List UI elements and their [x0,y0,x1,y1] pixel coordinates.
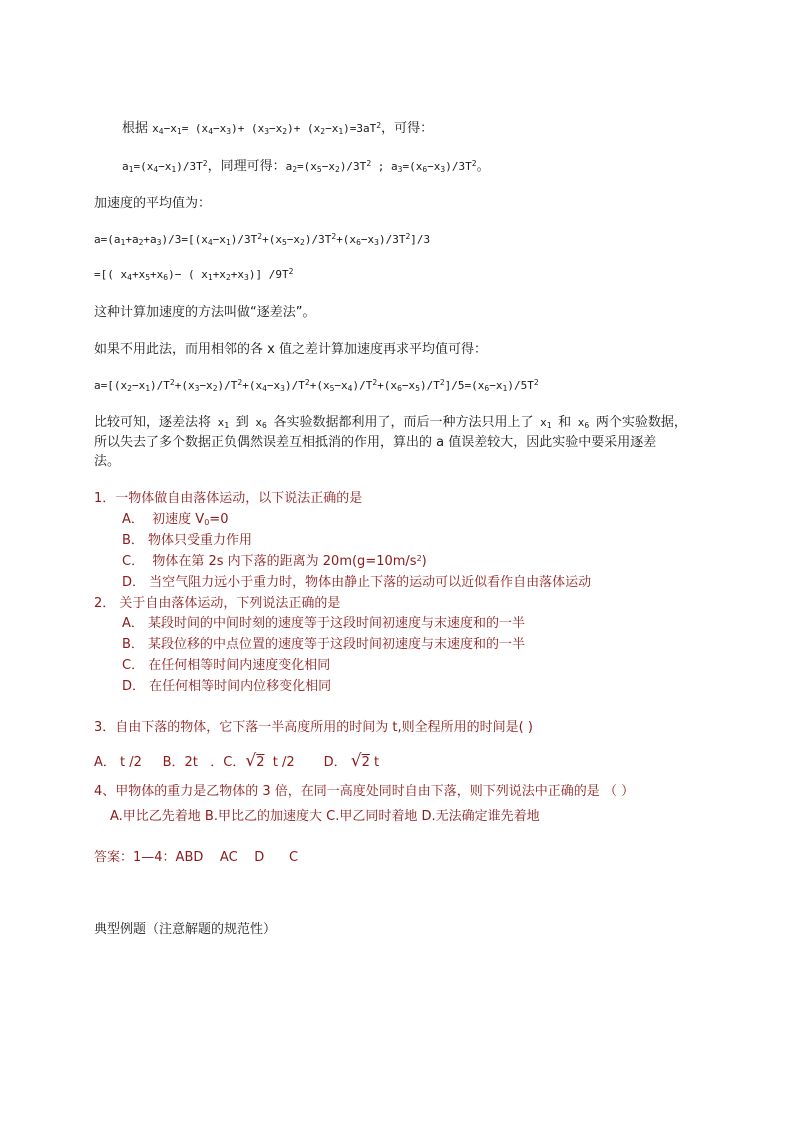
q1-option-b: B． 物体只受重力作用 [122,533,253,548]
q3-options [94,753,379,771]
answer-4: C [289,850,299,865]
q1-stem: 1．一物体做自由落体运动，以下说法正确的是 [94,491,363,506]
compare-text-a: 比较可知，逐差法将 [94,415,212,430]
average-label: 加速度的平均值为： [94,196,212,211]
q1-option-a-tail: =0 [209,512,229,527]
q1-option-c-sup: 2 [416,554,422,563]
q3-option-d-label: D． [323,755,347,770]
q1-option-c-tail: ) [421,554,427,569]
method-name-line: 这种计算加速度的方法叫做“逐差法”。 [94,305,316,320]
alt-method-intro: 如果不用此法，而用相邻的各 x 值之差计算加速度再求平均值可得： [94,342,487,357]
formula-alt-average: $a=[(x_2-x_1)/T^2+(x_3-x_2)/T^2+(x_4-x_3)/T^2+(x_5-x_4)/T^2+(x_6-x_5)/T^2]/5=(x_6-x_1)/5T^2$ [94,378,539,393]
compare-line-1 [94,415,687,431]
q1-option-a [122,512,228,528]
var-x6: $x_6$ [248,416,267,430]
compare-line-3: 法。 [94,454,121,469]
compare-text-e: 两个实验数据， [595,415,687,430]
q2-option-a: A． 某段时间的中间时刻的速度等于这段时间初速度与末速度和的一半 [122,616,526,631]
q3-option-d-tail: t [374,755,380,770]
q1-option-a-label: A． [122,512,144,527]
section-heading: 典型例题（注意解题的规范性） [94,922,277,937]
q1-option-c-text: 物体在第 2s 内下落的距离为 20m(g=10m/s [152,554,417,569]
q1-option-a-sub: 0 [204,518,210,527]
q1-option-c-label: C． [122,554,145,569]
formula-x4-x1: $x_4-x_1= (x_4-x_3)+ (x_3-x_2)+ (x_2-x_1)=3aT^2$ [152,121,382,136]
derivation-line-2 [122,159,490,175]
var-x6-second: $x_6$ [571,416,590,430]
q2-option-b: B． 某段位移的中点位置的速度等于这段时间初速度与末速度和的一半 [122,637,526,652]
compare-line-2: 所以失去了多个数据正负偶然误差互相抵消的作用，算出的 a 值误差较大，因此实验中要采用逐差 [94,435,657,450]
formula-a1: $a_1=(x_4-x_1)/3T^2$ [122,159,208,174]
q3-option-d-root: 2 [361,755,370,770]
derivation-line-1-suffix: ，可得： [381,121,434,136]
q3-stem: 3．自由下落的物体，它下落一半高度所用的时间为 t,则全程所用的时间是( ) [94,720,533,735]
answer-1: ABD [175,850,204,865]
q1-option-c [122,554,427,570]
q3-option-c-tail: t /2 [272,755,295,770]
q2-stem: 2． 关于自由落体运动，下列说法正确的是 [94,596,341,611]
sqrt-icon: √ [245,751,257,771]
compare-text-b: 到 [235,415,249,430]
q2-option-c: C． 在任何相等时间内速度变化相同 [122,658,331,673]
q3-option-c-root: 2 [256,755,265,770]
q3-option-c-label: ．C． [210,755,246,770]
derivation-line-2-mid: ，同理可得： [207,159,286,174]
sqrt-icon: √ [350,751,362,771]
compare-text-d: 和 [558,415,572,430]
q1-option-a-text: 初速度 V [152,512,205,527]
q3-option-a: A． t /2 [94,755,142,770]
q4-stem: 4、甲物体的重力是乙物体的 3 倍，在同一高度处同时自由下落，则下列说法中正确的是 （ ） [94,784,635,799]
compare-text-c: 各实验数据都利用了，而后一种方法只用上了 [273,415,534,430]
derivation-line-1 [122,121,433,137]
q3-option-b: B．2t [162,755,198,770]
var-x1-second: $x_1$ [533,416,552,430]
var-x1: $x_1$ [211,416,230,430]
derivation-line-1-prefix: 根据 [122,121,149,136]
q1-option-d: D． 当空气阻力远小于重力时，物体由静止下落的运动可以近似看作自由落体运动 [122,575,592,590]
answer-label: 答案：1—4： [94,850,176,865]
q2-option-d: D． 在任何相等时间内位移变化相同 [122,679,332,694]
answer-3: D [254,850,265,865]
answer-line [94,850,298,866]
formula-average-result: =[( $x_4+x_5+x_6)-$ ( $x_1+x_2+x_3$)] $/9T^2$ [94,267,294,282]
formula-a2-a3: $a_2=(x_5-x_2)/3T^2$ ; $a_3=(x_6-x_3)/3T^2$ [285,159,477,174]
answer-2: AC [219,850,238,865]
derivation-line-2-end: 。 [476,159,490,174]
q4-options: A.甲比乙先着地 B.甲比乙的加速度大 C.甲乙同时着地 D.无法确定谁先着地 [110,809,540,824]
formula-average: $a=(a_1+a_2+a_3)/3=[(x_4-x_1)/3T^2+(x_5-x_2)/3T^2+(x_6-x_3)/3T^2]/3$ [94,232,431,247]
